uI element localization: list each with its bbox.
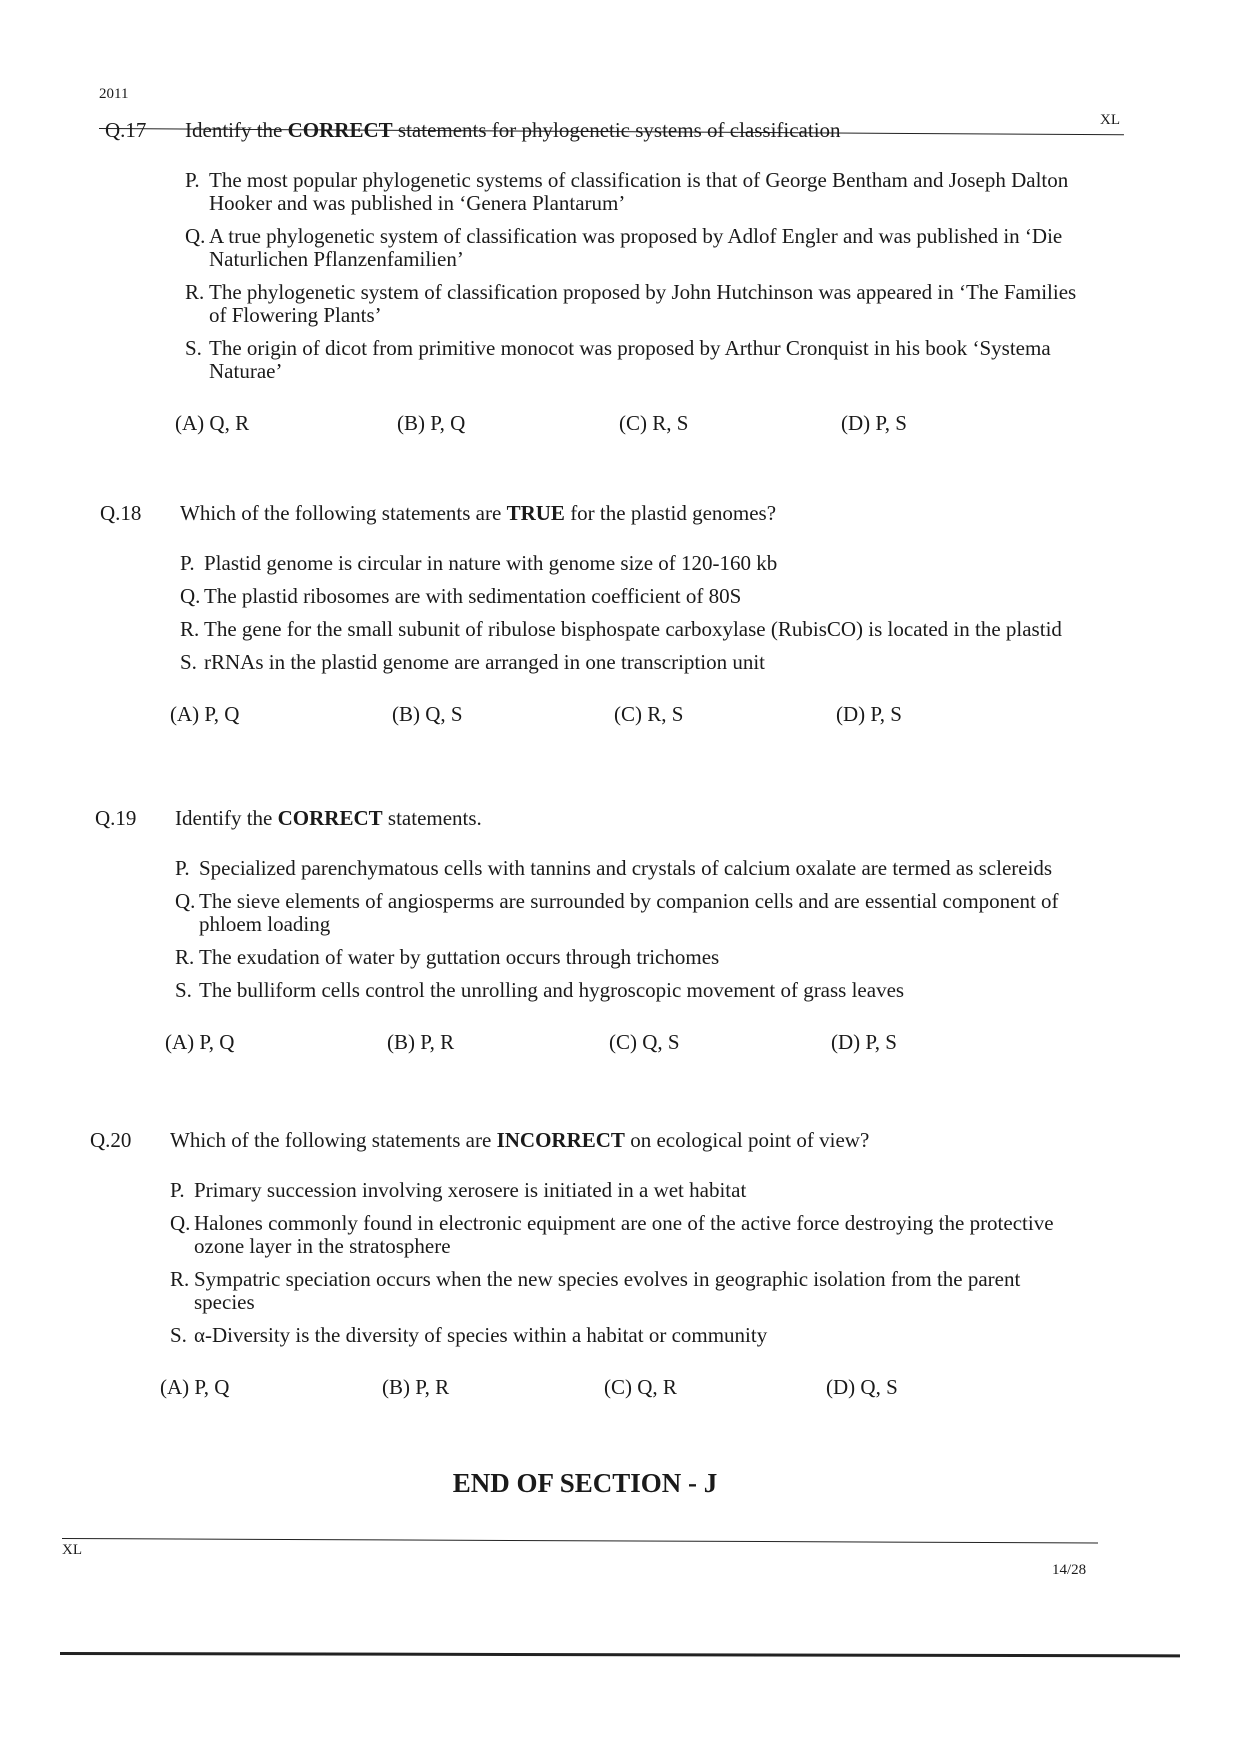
option-b[interactable]: (B) P, R — [387, 1030, 455, 1054]
question-keyword: CORRECT — [277, 806, 383, 830]
option-a[interactable]: (A) P, Q — [165, 1030, 235, 1054]
exam-year: 2011 — [99, 86, 129, 102]
page-number: 14/28 — [1052, 1562, 1087, 1578]
paper-code-footer: XL — [62, 1542, 82, 1558]
option-d[interactable]: (D) P, S — [841, 411, 907, 435]
statement-s: S. α-Diversity is the diversity of species within a habitat or community — [170, 1323, 768, 1347]
question-number: Q.20 — [90, 1128, 132, 1152]
option-d[interactable]: (D) P, S — [831, 1030, 897, 1054]
question-20 — [90, 1127, 1130, 1400]
option-d[interactable]: (D) P, S — [836, 702, 902, 726]
option-c[interactable]: (C) R, S — [614, 702, 684, 726]
statement-p: P. The most popular phylogenetic systems of classification is that of George Bentham and Joseph Dalton Hooker and was published in ‘Genera Plantarum’ — [185, 168, 1069, 215]
question-18 — [100, 500, 1140, 727]
answer-options — [165, 1030, 1135, 1055]
question-number: Q.19 — [95, 806, 137, 830]
option-c[interactable]: (C) Q, R — [604, 1375, 677, 1399]
option-a[interactable]: (A) P, Q — [160, 1375, 230, 1399]
statement-s: S. rRNAs in the plastid genome are arranged in one transcription unit — [180, 650, 766, 674]
option-c[interactable]: (C) R, S — [619, 411, 689, 435]
answer-options — [160, 1375, 1130, 1400]
option-a[interactable]: (A) P, Q — [170, 702, 240, 726]
question-text: Which of the following statements are INCORRECT on ecological point of view? — [170, 1128, 870, 1152]
question-number: Q.17 — [105, 118, 147, 142]
statement-s: S. The origin of dicot from primitive monocot was proposed by Arthur Cronquist in his book ‘Systema Naturae’ — [185, 336, 1051, 383]
statement-p: P. Plastid genome is circular in nature with genome size of 120-160 kb — [180, 551, 778, 575]
question-keyword: TRUE — [506, 501, 565, 525]
statement-r: R. The gene for the small subunit of ribulose bisphospate carboxylase (RubisCO) is located in the plastid — [180, 617, 1062, 641]
statement-q: Q. The sieve elements of angiosperms are surrounded by companion cells and are essential component of phloem loading — [175, 889, 1059, 936]
question-17 — [105, 117, 1145, 436]
option-b[interactable]: (B) Q, S — [392, 702, 463, 726]
paper-code-header: XL — [1100, 112, 1120, 128]
option-d[interactable]: (D) Q, S — [826, 1375, 898, 1399]
question-text: Which of the following statements are TRUE for the plastid genomes? — [180, 501, 777, 525]
option-c[interactable]: (C) Q, S — [609, 1030, 680, 1054]
statement-r: R. The phylogenetic system of classification proposed by John Hutchinson was appeared in ‘The Families of Flowering Plants’ — [185, 280, 1077, 327]
option-b[interactable]: (B) P, R — [382, 1375, 450, 1399]
statement-p: P. Specialized parenchymatous cells with tannins and crystals of calcium oxalate are termed as sclereids — [175, 856, 1053, 880]
question-text: Identify the CORRECT statements for phylogenetic systems of classification — [185, 118, 841, 142]
statement-r: R. The exudation of water by guttation occurs through trichomes — [175, 945, 720, 969]
question-keyword: CORRECT — [287, 118, 393, 142]
statement-q: Q. Halones commonly found in electronic equipment are one of the active force destroying the protective ozone layer in the stratosphere — [170, 1211, 1054, 1258]
statement-r: R. Sympatric speciation occurs when the new species evolves in geographic isolation from the parent species — [170, 1267, 1021, 1314]
question-number: Q.18 — [100, 501, 142, 525]
option-a[interactable]: (A) Q, R — [175, 411, 250, 435]
question-text: Identify the CORRECT statements. — [175, 806, 482, 830]
option-b[interactable]: (B) P, Q — [397, 411, 466, 435]
end-of-section-heading: END OF SECTION - J — [452, 1468, 718, 1498]
statement-q: Q. The plastid ribosomes are with sedimentation coefficient of 80S — [180, 584, 742, 608]
answer-options — [175, 411, 1145, 436]
statement-s: S. The bulliform cells control the unrolling and hygroscopic movement of grass leaves — [175, 978, 905, 1002]
question-keyword: INCORRECT — [496, 1128, 625, 1152]
answer-options — [170, 702, 1140, 727]
statement-q: Q. A true phylogenetic system of classification was proposed by Adlof Engler and was published in ‘Die Naturlichen Pflanzenfamilien’ — [185, 224, 1063, 271]
scan-edge-rule — [60, 1652, 1180, 1657]
question-19 — [95, 805, 1135, 1055]
footer-rule — [62, 1538, 1098, 1544]
statement-p: P. Primary succession involving xerosere is initiated in a wet habitat — [170, 1178, 747, 1202]
